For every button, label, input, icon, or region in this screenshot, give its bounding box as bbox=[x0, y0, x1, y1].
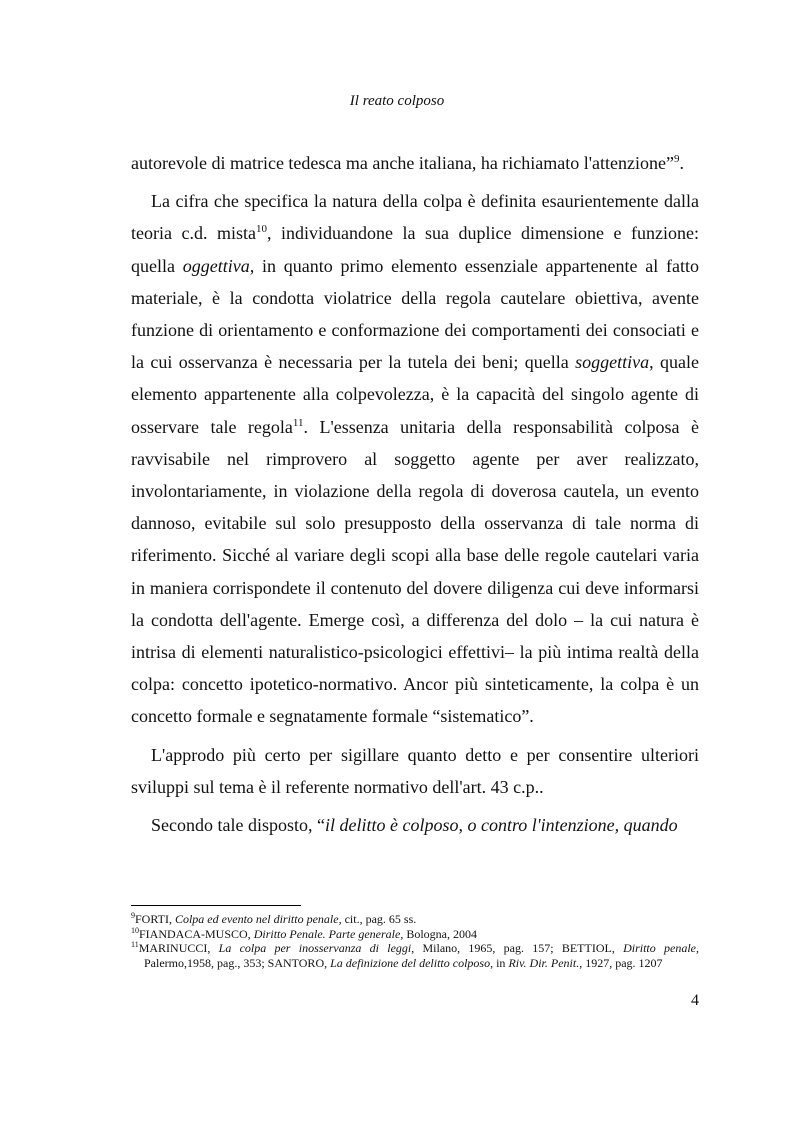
italic-term: soggettiva bbox=[575, 352, 650, 373]
footnote-text: MARINUCCI, bbox=[138, 941, 219, 955]
text-segment: autorevole di matrice tedesca ma anche italiana, ha richiamato l'attenzione” bbox=[131, 153, 674, 173]
footnote-title: La colpa per inosservanza di leggi bbox=[218, 941, 412, 955]
text-segment: , individuandone la sua duplice dimensione e funzione: quella bbox=[131, 223, 699, 276]
footnote-number: 11 bbox=[131, 940, 139, 949]
page-number: 4 bbox=[691, 992, 699, 1009]
footnote-title: Diritto penale bbox=[623, 941, 697, 955]
footnote-rest: cit., pag. 65 ss. bbox=[341, 912, 417, 926]
italic-quote: il delitto è colposo, o contro l'intenzione, quando bbox=[324, 815, 678, 836]
footnote-11 bbox=[131, 941, 699, 970]
footnote-ref: 10 bbox=[256, 223, 267, 236]
footnote-number: 9 bbox=[131, 911, 135, 920]
text-segment: . bbox=[679, 153, 684, 173]
text-segment: in quanto primo elemento essenziale appartenente al fatto materiale, è la condotta violatrice della regola cautelare obiettiva, avente funzione di orientamento e conformazione dei comportamenti dei consociati e la cui osservanza è necessaria per la tutela dei beni; quella bbox=[131, 255, 699, 373]
paragraph-3: L'approdo più certo per sigillare quanto detto e per consentire ulteriori sviluppi sul tema è il referente normativo dell'art. 43 c.p.. bbox=[131, 744, 699, 797]
text-segment: La cifra che specifica la natura della colpa è definita esaurientemente dalla teoria c.d. mista bbox=[131, 191, 699, 244]
footnote-ref: 9 bbox=[673, 153, 680, 165]
text-segment: Secondo tale disposto, “ bbox=[151, 815, 325, 836]
text-segment: , quale elemento appartenente alla colpevolezza, è la capacità del singolo agente di osservare tale regola bbox=[131, 352, 699, 437]
footnote-title: La definizione del delitto colposo bbox=[330, 955, 491, 970]
footnote-9 bbox=[131, 912, 699, 927]
footnote-text: , Palermo,1958, pag., 353; SANTORO, bbox=[144, 941, 700, 970]
footnote-author: FIANDACA-MUSCO, bbox=[139, 926, 254, 941]
paragraph-1 bbox=[131, 147, 699, 179]
footnote-text: , 1927, pag. 1207 bbox=[579, 955, 663, 970]
italic-term: oggettiva, bbox=[182, 255, 255, 276]
footnotes bbox=[131, 912, 699, 970]
footnote-text: , Milano, 1965, pag. 157; BETTIOL, bbox=[411, 941, 624, 955]
main-text bbox=[131, 147, 699, 847]
footnote-number: 10 bbox=[131, 925, 139, 935]
footnote-title: Diritto Penale. Parte generale bbox=[253, 926, 401, 941]
running-header: Il reato colposo bbox=[349, 93, 445, 109]
footnote-10 bbox=[131, 927, 699, 942]
footnote-rest: , Bologna, 2004 bbox=[400, 926, 477, 941]
footnote-journal: Riv. Dir. Penit. bbox=[508, 955, 580, 970]
text-segment: . L'essenza unitaria della responsabilità colposa è ravvisabile nel rimprovero al soggetto agente per aver realizzato, involontariamente, in violazione della regola di doverosa cautela, un evento dannoso, evitabile sul solo presupposto della osservanza di tale norma di riferimento. Sicché al variare degli scopi alla base delle regole cautelari varia in maniera corrispondete il contenuto del dovere diligenza cui deve informarsi la condotta dell'agente. Emerge così, a differenza del dolo – la cui natura è intrisa di elementi naturalistico-psicologici effettivi– la più intima realtà della colpa: concetto ipotetico-normativo. Ancor più sinteticamente, la colpa è un concetto formale e segnatamente formale “sistematico”. bbox=[131, 416, 699, 727]
paragraph-4 bbox=[131, 809, 699, 841]
footnote-title: Colpa ed evento nel diritto penale, bbox=[174, 912, 342, 926]
footnote-author: FORTI, bbox=[135, 912, 175, 926]
footnote-separator bbox=[131, 905, 301, 906]
footnote-text: , in bbox=[490, 955, 509, 970]
paragraph-2 bbox=[131, 185, 699, 732]
footnote-ref: 11 bbox=[292, 416, 304, 429]
